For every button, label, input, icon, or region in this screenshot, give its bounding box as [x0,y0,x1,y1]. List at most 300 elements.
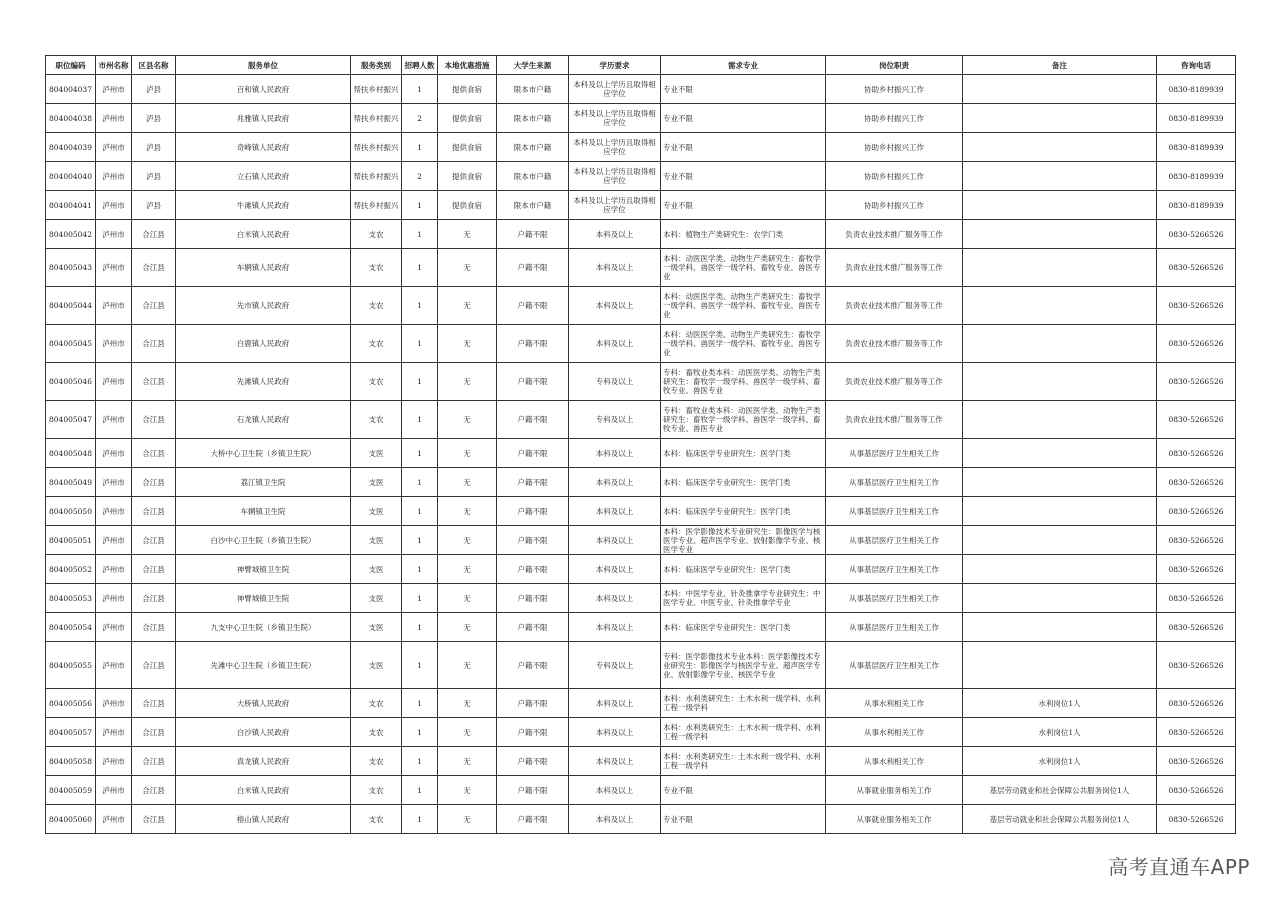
cell-category: 支农 [351,805,402,834]
header-col-phone: 咨询电话 [1157,56,1236,75]
cell-category: 帮扶乡村振兴 [351,162,402,191]
cell-benefit: 无 [438,555,497,584]
table-row [46,162,1236,191]
cell-duty: 协助乡村振兴工作 [826,162,963,191]
cell-major: 本科：动医医学类、动物生产类研究生：畜牧学一级学科、兽医学一级学科、畜牧专业、兽医专业 [661,249,826,287]
cell-county: 合江县 [132,776,176,805]
cell-city: 泸州市 [96,439,132,468]
cell-code: 804005048 [46,439,96,468]
cell-count: 1 [402,747,438,776]
cell-county: 合江县 [132,555,176,584]
cell-major: 本科：临床医学专业研究生：医学门类 [661,555,826,584]
cell-county: 泸县 [132,191,176,220]
cell-code: 804005053 [46,584,96,613]
cell-code: 804004038 [46,104,96,133]
table-body [46,75,1236,834]
cell-county: 合江县 [132,584,176,613]
cell-unit: 神臂城镇卫生院 [176,555,351,584]
cell-count: 1 [402,718,438,747]
cell-major: 本科：临床医学专业研究生：医学门类 [661,439,826,468]
cell-source: 户籍不限 [497,439,569,468]
cell-remark [963,133,1157,162]
cell-city: 泸州市 [96,75,132,104]
cell-major: 本科：临床医学专业研究生：医学门类 [661,497,826,526]
cell-education: 本科及以上 [569,220,661,249]
table-row [46,468,1236,497]
cell-source: 户籍不限 [497,497,569,526]
cell-phone: 0830-5266526 [1157,613,1236,642]
cell-remark [963,584,1157,613]
cell-code: 804005046 [46,363,96,401]
header-col-category: 服务类别 [351,56,402,75]
cell-category: 支农 [351,325,402,363]
cell-category: 支农 [351,718,402,747]
cell-remark: 基层劳动就业和社会保障公共服务岗位1人 [963,776,1157,805]
table-row [46,584,1236,613]
cell-remark: 水利岗位1人 [963,718,1157,747]
cell-duty: 从事基层医疗卫生相关工作 [826,468,963,497]
cell-code: 804005042 [46,220,96,249]
cell-major: 专科：医学影像技术专业本科：医学影像技术专业研究生：影像医学与核医学专业、超声医学专业、放射影像学专业、核医学专业 [661,642,826,689]
header-col-major: 需求专业 [661,56,826,75]
cell-phone: 0830-5266526 [1157,776,1236,805]
table-row [46,220,1236,249]
cell-category: 支医 [351,497,402,526]
header-col-duty: 岗位职责 [826,56,963,75]
cell-category: 支医 [351,526,402,555]
cell-benefit: 无 [438,468,497,497]
cell-education: 本科及以上 [569,468,661,497]
cell-phone: 0830-5266526 [1157,468,1236,497]
cell-unit: 大桥中心卫生院（乡镇卫生院） [176,439,351,468]
cell-city: 泸州市 [96,689,132,718]
cell-benefit: 无 [438,497,497,526]
cell-education: 本科及以上学历且取得相应学位 [569,133,661,162]
cell-benefit: 无 [438,718,497,747]
cell-duty: 协助乡村振兴工作 [826,133,963,162]
table-row [46,555,1236,584]
header-col-count: 招聘人数 [402,56,438,75]
header-col-code: 职位编码 [46,56,96,75]
table-row [46,718,1236,747]
cell-code: 804005044 [46,287,96,325]
table-row [46,497,1236,526]
cell-unit: 车辋镇卫生院 [176,497,351,526]
cell-count: 1 [402,613,438,642]
table-row [46,439,1236,468]
cell-benefit: 无 [438,642,497,689]
cell-unit: 石龙镇人民政府 [176,401,351,439]
cell-remark [963,287,1157,325]
cell-duty: 从事基层医疗卫生相关工作 [826,497,963,526]
table-row [46,613,1236,642]
cell-code: 804005050 [46,497,96,526]
cell-remark [963,401,1157,439]
cell-county: 合江县 [132,805,176,834]
cell-code: 804004041 [46,191,96,220]
cell-county: 合江县 [132,497,176,526]
cell-unit: 兆雅镇人民政府 [176,104,351,133]
cell-unit: 百和镇人民政府 [176,75,351,104]
cell-category: 支农 [351,287,402,325]
cell-major: 专业不限 [661,104,826,133]
cell-major: 专业不限 [661,75,826,104]
cell-education: 本科及以上学历且取得相应学位 [569,75,661,104]
cell-duty: 协助乡村振兴工作 [826,104,963,133]
cell-education: 本科及以上 [569,613,661,642]
cell-phone: 0830-5266526 [1157,718,1236,747]
cell-duty: 从事水利相关工作 [826,747,963,776]
cell-unit: 大桥镇人民政府 [176,689,351,718]
cell-education: 专科及以上 [569,401,661,439]
table-row [46,75,1236,104]
cell-source: 限本市户籍 [497,75,569,104]
cell-major: 本科：水利类研究生：土木水利一级学科、水利工程一级学科 [661,747,826,776]
cell-major: 本科：植物生产类研究生：农学门类 [661,220,826,249]
table-row [46,325,1236,363]
cell-code: 804005045 [46,325,96,363]
cell-county: 泸县 [132,133,176,162]
cell-source: 户籍不限 [497,526,569,555]
cell-education: 本科及以上 [569,526,661,555]
cell-education: 本科及以上 [569,325,661,363]
cell-major: 本科：动医医学类、动物生产类研究生：畜牧学一级学科、兽医学一级学科、畜牧专业、兽医专业 [661,325,826,363]
cell-education: 专科及以上 [569,363,661,401]
cell-unit: 牛滩镇人民政府 [176,191,351,220]
cell-remark [963,642,1157,689]
cell-county: 合江县 [132,249,176,287]
cell-duty: 从事基层医疗卫生相关工作 [826,526,963,555]
cell-benefit: 无 [438,805,497,834]
table-row [46,805,1236,834]
cell-county: 合江县 [132,613,176,642]
cell-duty: 负责农业技术推广服务等工作 [826,401,963,439]
cell-phone: 0830-5266526 [1157,439,1236,468]
cell-duty: 负责农业技术推广服务等工作 [826,287,963,325]
cell-duty: 从事基层医疗卫生相关工作 [826,642,963,689]
cell-phone: 0830-5266526 [1157,249,1236,287]
cell-benefit: 提供食宿 [438,162,497,191]
cell-count: 1 [402,642,438,689]
cell-duty: 从事基层医疗卫生相关工作 [826,439,963,468]
cell-duty: 负责农业技术推广服务等工作 [826,325,963,363]
cell-remark [963,439,1157,468]
cell-phone: 0830-5266526 [1157,526,1236,555]
cell-remark: 基层劳动就业和社会保障公共服务岗位1人 [963,805,1157,834]
cell-education: 本科及以上学历且取得相应学位 [569,104,661,133]
cell-source: 户籍不限 [497,220,569,249]
cell-major: 专业不限 [661,162,826,191]
cell-count: 1 [402,325,438,363]
cell-phone: 0830-5266526 [1157,401,1236,439]
cell-count: 1 [402,287,438,325]
cell-remark [963,220,1157,249]
cell-benefit: 提供食宿 [438,104,497,133]
cell-county: 合江县 [132,220,176,249]
cell-city: 泸州市 [96,191,132,220]
cell-remark [963,325,1157,363]
cell-category: 支医 [351,468,402,497]
cell-county: 合江县 [132,287,176,325]
cell-count: 2 [402,104,438,133]
cell-source: 户籍不限 [497,325,569,363]
cell-unit: 九支中心卫生院（乡镇卫生院） [176,613,351,642]
cell-duty: 协助乡村振兴工作 [826,191,963,220]
cell-code: 804004039 [46,133,96,162]
cell-major: 专业不限 [661,805,826,834]
cell-education: 本科及以上 [569,718,661,747]
cell-unit: 先市镇人民政府 [176,287,351,325]
cell-count: 1 [402,689,438,718]
cell-remark [963,555,1157,584]
cell-county: 合江县 [132,747,176,776]
cell-count: 1 [402,468,438,497]
cell-duty: 负责农业技术推广服务等工作 [826,363,963,401]
cell-duty: 从事基层医疗卫生相关工作 [826,584,963,613]
cell-category: 支农 [351,776,402,805]
cell-city: 泸州市 [96,776,132,805]
cell-major: 本科：医学影像技术专业研究生：影像医学与核医学专业、超声医学专业、放射影像学专业、核医学专业 [661,526,826,555]
cell-remark [963,497,1157,526]
cell-remark [963,363,1157,401]
cell-city: 泸州市 [96,220,132,249]
cell-phone: 0830-8189939 [1157,162,1236,191]
cell-count: 1 [402,75,438,104]
cell-education: 本科及以上学历且取得相应学位 [569,162,661,191]
cell-unit: 奇峰镇人民政府 [176,133,351,162]
cell-county: 合江县 [132,401,176,439]
cell-benefit: 无 [438,584,497,613]
cell-benefit: 无 [438,747,497,776]
cell-benefit: 无 [438,363,497,401]
cell-city: 泸州市 [96,133,132,162]
table-row [46,776,1236,805]
cell-phone: 0830-5266526 [1157,287,1236,325]
cell-unit: 神臂城镇卫生院 [176,584,351,613]
cell-major: 本科：临床医学专业研究生：医学门类 [661,468,826,497]
table-row [46,401,1236,439]
cell-count: 1 [402,363,438,401]
cell-phone: 0830-5266526 [1157,689,1236,718]
table-row [46,249,1236,287]
cell-phone: 0830-8189939 [1157,191,1236,220]
cell-source: 户籍不限 [497,468,569,497]
cell-education: 本科及以上 [569,776,661,805]
cell-major: 专科：畜牧业类本科：动医医学类、动物生产类研究生：畜牧学一级学科、兽医学一级学科、畜牧专业、兽医专业 [661,401,826,439]
cell-count: 1 [402,133,438,162]
cell-city: 泸州市 [96,162,132,191]
cell-source: 户籍不限 [497,287,569,325]
header-col-education: 学历要求 [569,56,661,75]
cell-city: 泸州市 [96,718,132,747]
cell-category: 支医 [351,555,402,584]
cell-major: 本科：水利类研究生：土木水利一级学科、水利工程一级学科 [661,718,826,747]
cell-source: 户籍不限 [497,747,569,776]
cell-remark [963,613,1157,642]
cell-phone: 0830-5266526 [1157,325,1236,363]
cell-major: 本科：中医学专业、针灸推拿学专业研究生：中医学专业、中医专业、针灸推拿学专业 [661,584,826,613]
cell-source: 限本市户籍 [497,104,569,133]
cell-education: 本科及以上 [569,555,661,584]
cell-city: 泸州市 [96,613,132,642]
header-col-city: 市州名称 [96,56,132,75]
cell-unit: 白鹿镇人民政府 [176,325,351,363]
cell-category: 支医 [351,584,402,613]
cell-source: 户籍不限 [497,613,569,642]
cell-benefit: 提供食宿 [438,191,497,220]
cell-source: 户籍不限 [497,249,569,287]
table-row [46,363,1236,401]
cell-unit: 榕山镇人民政府 [176,805,351,834]
cell-unit: 白米镇人民政府 [176,220,351,249]
cell-code: 804005047 [46,401,96,439]
cell-count: 1 [402,526,438,555]
cell-code: 804005056 [46,689,96,718]
cell-source: 户籍不限 [497,718,569,747]
cell-county: 合江县 [132,325,176,363]
cell-city: 泸州市 [96,249,132,287]
cell-benefit: 无 [438,401,497,439]
cell-code: 804004037 [46,75,96,104]
cell-duty: 从事水利相关工作 [826,689,963,718]
cell-category: 支农 [351,747,402,776]
table-row [46,642,1236,689]
cell-code: 804004040 [46,162,96,191]
header-col-county: 区县名称 [132,56,176,75]
cell-duty: 从事就业服务相关工作 [826,805,963,834]
cell-category: 支农 [351,689,402,718]
cell-duty: 协助乡村振兴工作 [826,75,963,104]
cell-city: 泸州市 [96,555,132,584]
cell-benefit: 无 [438,325,497,363]
cell-education: 本科及以上 [569,747,661,776]
cell-remark [963,104,1157,133]
table-row [46,287,1236,325]
cell-duty: 从事就业服务相关工作 [826,776,963,805]
cell-county: 合江县 [132,363,176,401]
cell-benefit: 无 [438,526,497,555]
cell-remark [963,526,1157,555]
cell-source: 户籍不限 [497,584,569,613]
cell-source: 限本市户籍 [497,133,569,162]
cell-count: 1 [402,439,438,468]
table-row [46,191,1236,220]
cell-phone: 0830-5266526 [1157,555,1236,584]
cell-duty: 从事基层医疗卫生相关工作 [826,613,963,642]
cell-benefit: 无 [438,439,497,468]
cell-education: 本科及以上 [569,249,661,287]
cell-phone: 0830-8189939 [1157,75,1236,104]
cell-category: 帮扶乡村振兴 [351,75,402,104]
watermark: 高考直通车APP [1108,855,1250,879]
cell-phone: 0830-5266526 [1157,642,1236,689]
cell-education: 本科及以上 [569,287,661,325]
cell-city: 泸州市 [96,325,132,363]
cell-source: 限本市户籍 [497,162,569,191]
cell-phone: 0830-5266526 [1157,584,1236,613]
cell-benefit: 无 [438,249,497,287]
cell-benefit: 无 [438,613,497,642]
cell-count: 1 [402,776,438,805]
cell-unit: 立石镇人民政府 [176,162,351,191]
cell-count: 1 [402,220,438,249]
cell-duty: 从事水利相关工作 [826,718,963,747]
cell-education: 本科及以上 [569,439,661,468]
table-row [46,526,1236,555]
cell-education: 专科及以上 [569,642,661,689]
cell-duty: 负责农业技术推广服务等工作 [826,249,963,287]
cell-county: 合江县 [132,468,176,497]
cell-count: 1 [402,497,438,526]
cell-source: 户籍不限 [497,689,569,718]
cell-education: 本科及以上 [569,805,661,834]
cell-benefit: 无 [438,689,497,718]
cell-major: 本科：水利类研究生：土木水利一级学科、水利工程一级学科 [661,689,826,718]
cell-city: 泸州市 [96,401,132,439]
cell-benefit: 提供食宿 [438,133,497,162]
cell-code: 804005049 [46,468,96,497]
cell-phone: 0830-5266526 [1157,497,1236,526]
cell-unit: 白米镇人民政府 [176,776,351,805]
cell-source: 限本市户籍 [497,191,569,220]
table-row [46,133,1236,162]
cell-category: 支农 [351,249,402,287]
cell-major: 专业不限 [661,191,826,220]
cell-city: 泸州市 [96,526,132,555]
cell-category: 支医 [351,613,402,642]
cell-county: 合江县 [132,526,176,555]
cell-remark: 水利岗位1人 [963,747,1157,776]
cell-unit: 先滩镇人民政府 [176,363,351,401]
cell-source: 户籍不限 [497,776,569,805]
cell-major: 专科：畜牧业类本科：动医医学类、动物生产类研究生：畜牧学一级学科、兽医学一级学科、畜牧专业、兽医专业 [661,363,826,401]
cell-county: 合江县 [132,642,176,689]
cell-city: 泸州市 [96,642,132,689]
cell-county: 合江县 [132,439,176,468]
cell-count: 1 [402,555,438,584]
table-row [46,689,1236,718]
cell-education: 本科及以上学历且取得相应学位 [569,191,661,220]
table-header-row [46,56,1236,75]
cell-count: 1 [402,249,438,287]
cell-source: 户籍不限 [497,805,569,834]
cell-major: 专业不限 [661,133,826,162]
cell-category: 支农 [351,401,402,439]
cell-source: 户籍不限 [497,363,569,401]
cell-county: 泸县 [132,162,176,191]
header-col-unit: 服务单位 [176,56,351,75]
cell-category: 帮扶乡村振兴 [351,104,402,133]
cell-code: 804005043 [46,249,96,287]
cell-city: 泸州市 [96,584,132,613]
cell-phone: 0830-5266526 [1157,747,1236,776]
cell-education: 本科及以上 [569,497,661,526]
header-col-benefit: 本地优惠措施 [438,56,497,75]
cell-code: 804005060 [46,805,96,834]
cell-count: 1 [402,805,438,834]
cell-benefit: 无 [438,287,497,325]
header-col-remark: 备注 [963,56,1157,75]
cell-education: 本科及以上 [569,584,661,613]
cell-city: 泸州市 [96,805,132,834]
cell-count: 2 [402,162,438,191]
cell-major: 本科：动医医学类、动物生产类研究生：畜牧学一级学科、兽医学一级学科、畜牧专业、兽医专业 [661,287,826,325]
cell-city: 泸州市 [96,363,132,401]
cell-source: 户籍不限 [497,555,569,584]
cell-unit: 真龙镇人民政府 [176,747,351,776]
cell-unit: 荔江镇卫生院 [176,468,351,497]
cell-benefit: 提供食宿 [438,75,497,104]
